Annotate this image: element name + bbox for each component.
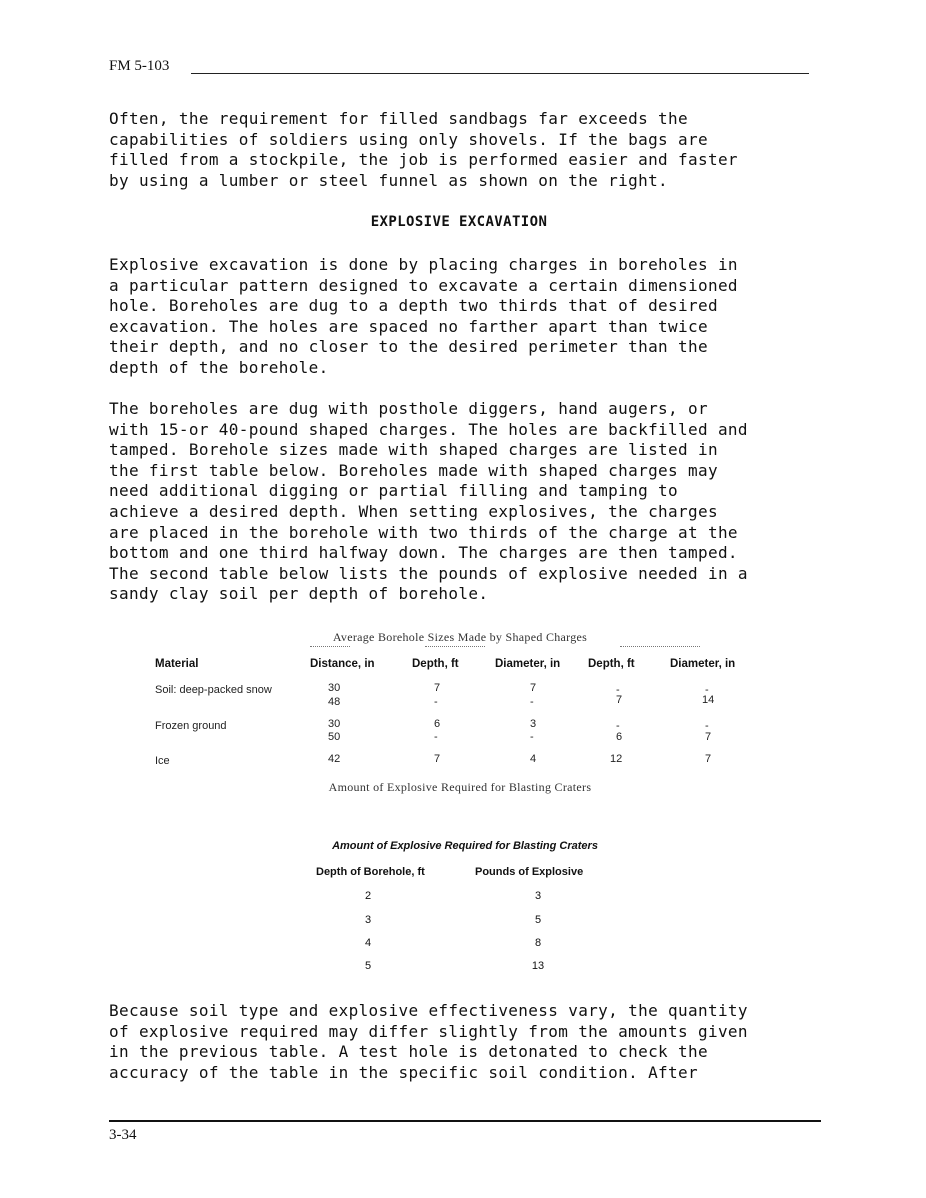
cell-distance: 48 [328, 696, 341, 708]
cell-diameter-2: - [705, 684, 709, 696]
cell-depth-2: - [616, 684, 620, 696]
paragraph-explosive-excavation: Explosive excavation is done by placing charges in boreholes in a particular pattern designed to excavate a certain dimensioned hole. Boreholes are dug to a depth two thirds that of desired excavation. The holes are spaced no farther apart than twice their depth, and no closer to the desired perimeter than the depth of the borehole. [109, 255, 738, 377]
page-header [109, 57, 809, 79]
table-caption: Average Borehole Sizes Made by Shaped Charges [332, 630, 588, 644]
cell-depth: 7 [434, 753, 441, 765]
cell-diameter: - [530, 731, 534, 743]
explosive-amount-table [300, 840, 630, 980]
cell-diameter: - [530, 696, 534, 708]
cell-depth: 5 [364, 960, 372, 972]
table-title: Amount of Explosive Required for Blasting Craters [332, 840, 598, 852]
cell-diameter: 4 [530, 753, 537, 765]
cell-diameter-2: 14 [702, 694, 715, 706]
cell-depth: 6 [434, 718, 441, 730]
header-diameter: Diameter, in [495, 658, 561, 670]
cell-depth-2: 7 [616, 694, 623, 706]
cell-depth: 7 [434, 682, 441, 694]
cell-diameter: 7 [530, 682, 537, 694]
header-depth-of-borehole: Depth of Borehole, ft [316, 866, 425, 878]
faint-header-row [150, 646, 770, 650]
cell-depth: 3 [364, 914, 372, 926]
section-heading: EXPLOSIVE EXCAVATION [370, 214, 548, 230]
cell-pounds: 5 [534, 914, 542, 926]
header-depth: Depth, ft [412, 658, 459, 670]
row-material: Ice [155, 755, 170, 767]
cell-depth-2: 6 [616, 731, 623, 743]
header-diameter-2: Diameter, in [670, 658, 736, 670]
cell-depth: - [434, 731, 438, 743]
header-material: Material [155, 658, 199, 670]
table-footer-caption: Amount of Explosive Required for Blasting Craters [328, 780, 592, 794]
cell-pounds: 8 [534, 937, 542, 949]
row-material: Frozen ground [155, 720, 227, 732]
cell-distance: 30 [328, 718, 341, 730]
cell-diameter-2: 7 [705, 731, 712, 743]
page-number: 3-34 [109, 1127, 137, 1143]
cell-diameter: 3 [530, 718, 537, 730]
paragraph-soil-variation: Because soil type and explosive effectiveness vary, the quantity of explosive required may differ slightly from the amounts given in the previous table. A test hole is detonated to check the accuracy of the table in the specific soil condition. After [109, 1001, 748, 1082]
cell-depth-2: - [616, 720, 620, 732]
paragraph-boreholes: The boreholes are dug with posthole diggers, hand augers, or with 15-or 40-pound shaped charges. The holes are backfilled and tamped. Borehole sizes made with shaped charges are listed in the first table below. Boreholes made with shaped charges may need additional digging or partial filling and tamping to achieve a desired depth. When setting explosives, the charges are placed in the borehole with two thirds of the charge at the bottom and one third halfway down. The charges are then tamped. The second table below lists the pounds of explosive needed in a sandy clay soil per depth of borehole. [109, 399, 748, 604]
cell-distance: 42 [328, 753, 341, 765]
borehole-size-table [150, 630, 770, 800]
cell-distance: 30 [328, 682, 341, 694]
manual-id: FM 5-103 [109, 58, 170, 74]
row-material: Soil: deep-packed snow [155, 684, 272, 696]
paragraph-sandbags: Often, the requirement for filled sandbags far exceeds the capabilities of soldiers using only shovels. If the bags are filled from a stockpile, the job is performed easier and faster by using a lumber or steel funnel as shown on the right. [109, 109, 738, 190]
header-pounds-of-explosive: Pounds of Explosive [475, 866, 584, 878]
header-distance: Distance, in [310, 658, 375, 670]
cell-depth-2: 12 [610, 753, 623, 765]
cell-diameter-2: - [705, 720, 709, 732]
cell-depth: 4 [364, 937, 372, 949]
header-depth-2: Depth, ft [588, 658, 635, 670]
cell-pounds: 3 [534, 890, 542, 902]
header-rule [191, 73, 809, 74]
cell-pounds: 13 [531, 960, 545, 972]
cell-diameter-2: 7 [705, 753, 712, 765]
cell-depth: - [434, 696, 438, 708]
footer-rule [109, 1120, 821, 1122]
cell-depth: 2 [364, 890, 372, 902]
cell-distance: 50 [328, 731, 341, 743]
